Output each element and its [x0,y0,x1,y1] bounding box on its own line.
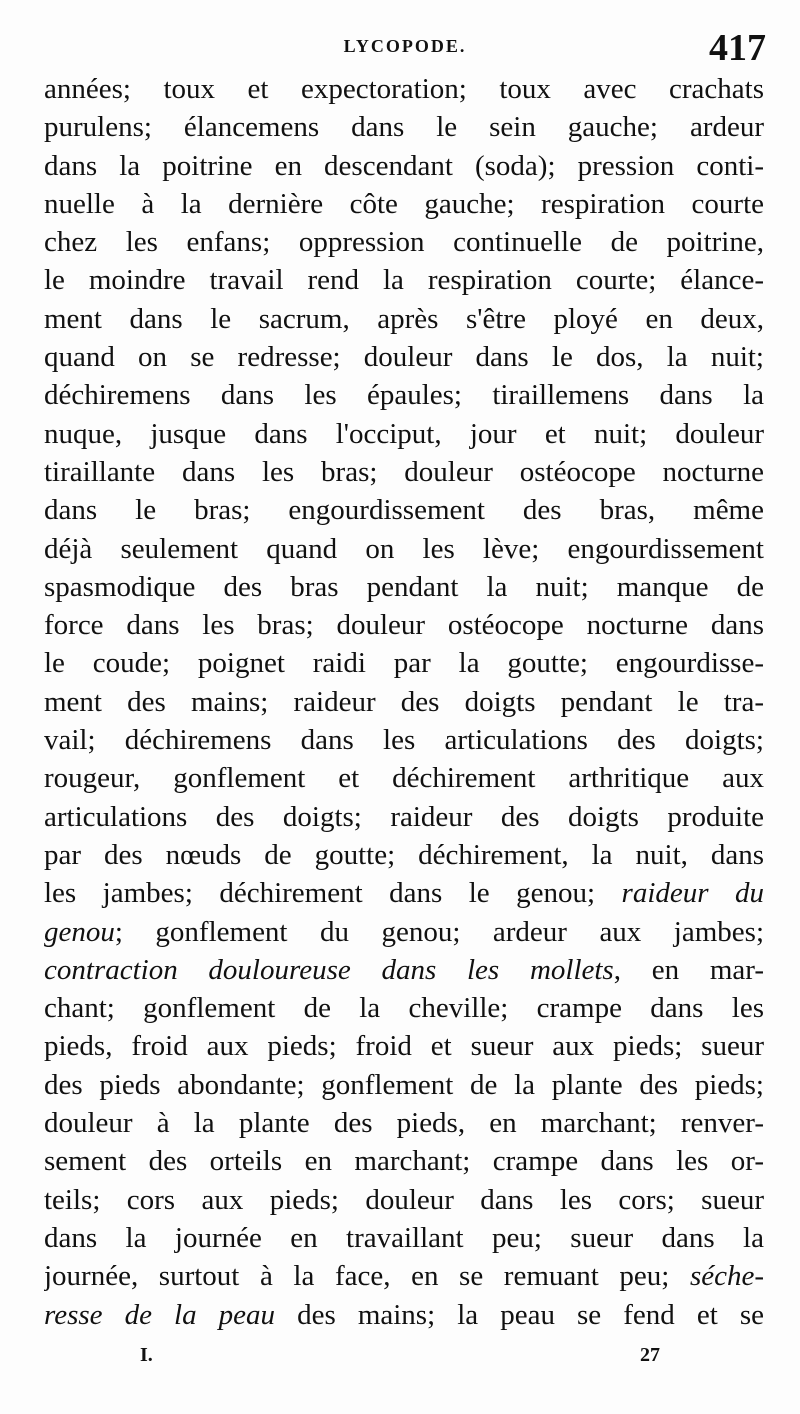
text-line: articulations des doigts; raideur des doigts produite [44,800,764,833]
text-line: nuelle à la dernière côte gauche; respiration courte [44,187,764,220]
text-line: ment dans le sacrum, après s'être ployé en deux, [44,302,764,335]
text-line: sement des orteils en marchant; crampe dans les or- [44,1145,764,1178]
text-line: pieds, froid aux pieds; froid et sueur aux pieds; sueur [44,1030,764,1063]
sheet-number: 27 [640,1344,660,1366]
body-text [44,70,764,1334]
text-line: rougeur, gonflement et déchirement arthritique aux [44,762,764,795]
text-line: par des nœuds de goutte; déchirement, la nuit, dans [44,838,764,871]
text-line: chez les enfans; oppression continuelle de poitrine, [44,226,764,259]
page-footer [40,1340,770,1380]
text-line: déchiremens dans les épaules; tiraillemens dans la [44,379,764,412]
text-line: teils; cors aux pieds; douleur dans les cors; sueur [44,1183,764,1216]
italic-text: séche- [689,1260,764,1293]
text-line: tiraillante dans les bras; douleur ostéocope nocturne [44,455,764,488]
text-line: les jambes; déchirement dans le genou; raideur du [44,877,764,910]
text-line: dans le bras; engourdissement des bras, même [44,494,764,527]
italic-text: contraction douloureuse dans les mollets [44,953,614,986]
page-number: 417 [709,27,766,69]
text-line: genou; gonflement du genou; ardeur aux jambes; [44,915,764,948]
text-line: purulens; élancemens dans le sein gauche; ardeur [44,111,764,144]
italic-text: resse de la peau [44,1298,276,1331]
text-line: douleur à la plante des pieds, en marchant; renver- [44,1107,764,1140]
text-line: le moindre travail rend la respiration courte; élance- [44,264,764,297]
italic-text: genou [44,915,115,948]
text-line: ment des mains; raideur des doigts pendant le tra- [44,685,764,718]
text-line: contraction douloureuse dans les mollets, en mar- [44,953,764,986]
italic-text: raideur du [621,877,764,910]
text-line: chant; gonflement de la cheville; crampe dans les [44,992,764,1025]
text-line: quand on se redresse; douleur dans le dos, la nuit; [44,341,764,374]
text-line: vail; déchiremens dans les articulations des doigts; [44,724,764,757]
text-line: dans la journée en travaillant peu; sueur dans la [44,1221,764,1254]
text-line: journée, surtout à la face, en se remuant peu; séche- [44,1260,764,1293]
text-line: spasmodique des bras pendant la nuit; manque de [44,570,764,603]
text-line: resse de la peau des mains; la peau se fend et se [44,1298,764,1331]
text-line: nuque, jusque dans l'occiput, jour et nuit; douleur [44,417,764,450]
text-line: années; toux et expectoration; toux avec crachats [44,73,764,105]
running-head: LYCOPODE. [343,36,467,56]
page-header [40,22,770,72]
text-line: dans la poitrine en descendant (soda); pression conti- [44,149,764,182]
text-line: le coude; poignet raidi par la goutte; engourdisse- [44,647,764,680]
text-line: des pieds abondante; gonflement de la plante des pieds; [44,1068,764,1101]
text-line: force dans les bras; douleur ostéocope nocturne dans [44,609,764,642]
text-line: déjà seulement quand on les lève; engourdissement [44,532,764,565]
signature-mark: I. [140,1344,153,1366]
